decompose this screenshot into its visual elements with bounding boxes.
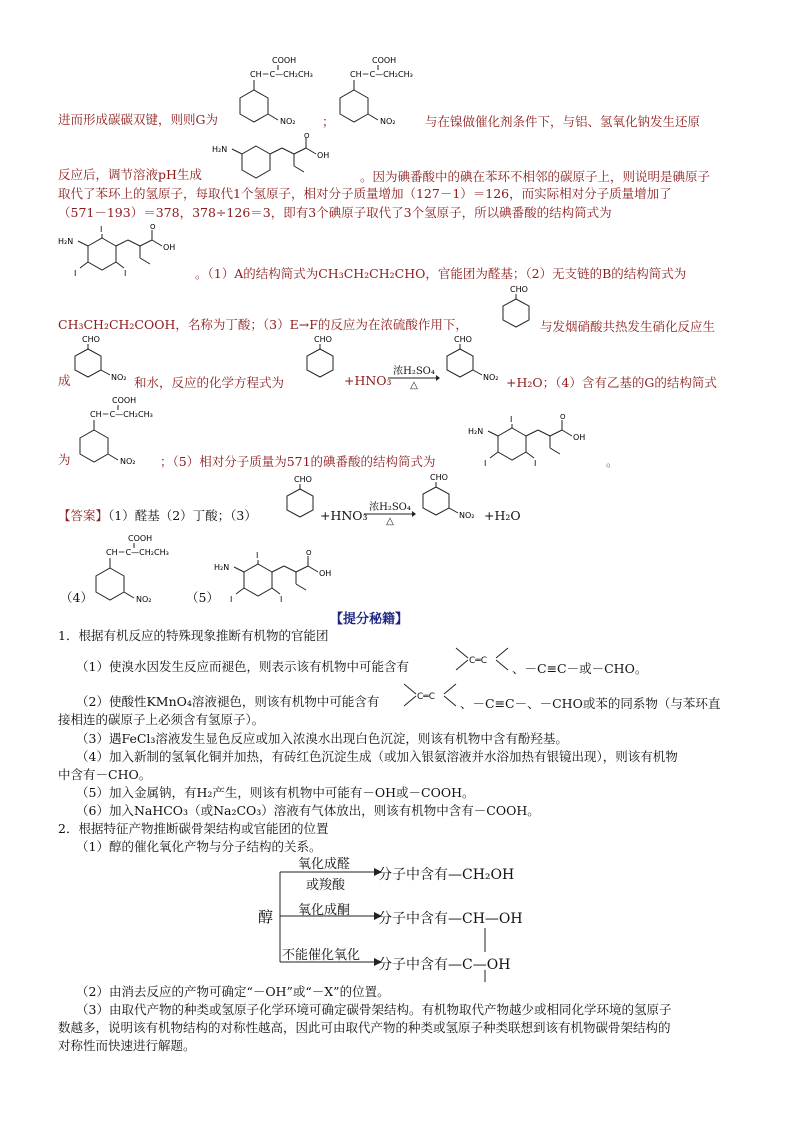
tips-p2: （2）使酸性KMnO₄溶液褪色，则该有机物中可能含有	[76, 694, 380, 709]
tips-p2c: 接相连的碳原子上必须含有氢原子）。	[58, 712, 265, 727]
answer-label: 【答案】	[58, 508, 109, 523]
structure-iopanoic-acid	[56, 222, 196, 280]
reaction-condition-bottom: △	[410, 380, 418, 391]
svg-text:CHO: CHO	[314, 335, 332, 344]
branch1-result: 分子中含有—CH₂OH	[378, 867, 515, 883]
svg-text:I: I	[280, 595, 283, 604]
svg-text:C═C: C═C	[469, 656, 487, 666]
cc-double-bond-a	[452, 644, 512, 674]
tips-section2: 2．根据特征产物推断碳骨架结构或官能团的位置	[58, 821, 329, 836]
branch2-result: 分子中含有—CH—OH	[378, 911, 523, 927]
analysis-line7-d: +H₂O；（4）含有乙基的G的结构简式	[506, 375, 717, 390]
branch1-top: 氧化成醛	[298, 857, 351, 872]
branch3-result: 分子中含有—C—OH	[378, 957, 511, 973]
svg-text:CH＝C—CH₂CH₃: CH＝C—CH₂CH₃	[90, 410, 153, 419]
analysis-line1-pre: 进而形成碳碳双键，则则G为	[58, 112, 218, 127]
svg-text:OH: OH	[163, 243, 176, 252]
structure-nitrobenzaldehyde-b	[440, 334, 510, 384]
mol-label-no2: NO₂	[280, 117, 296, 126]
svg-text:COOH: COOH	[112, 396, 137, 405]
svg-text:NO₂: NO₂	[483, 373, 499, 382]
analysis-line7-b: 和水，反应的化学方程式为	[134, 375, 285, 390]
svg-text:H₂N: H₂N	[58, 237, 74, 246]
svg-text:O: O	[304, 132, 310, 140]
svg-text:I: I	[74, 269, 77, 278]
cc-double-bond-b	[400, 680, 460, 710]
analysis-line8-b: ；（5）相对分子质量为571的碘番酸的结构简式为	[160, 454, 436, 469]
svg-text:O: O	[306, 549, 312, 557]
mol-label-chain: CH＝C—CH₂CH₃	[250, 70, 313, 79]
svg-text:H₂N: H₂N	[212, 145, 228, 154]
answer-part4: （4）	[60, 590, 93, 605]
analysis-line2-post: 。因为碘番酸中的碘在苯环不相邻的碳原子上，则说明是碘原子	[360, 169, 711, 184]
answer-condition-bottom: △	[386, 516, 394, 527]
structure-amino-acid	[210, 134, 360, 182]
svg-text:NO₂: NO₂	[111, 373, 127, 382]
tips-p4: （4）加入新制的氢氧化铜并加热，有砖红色沉淀生成（或加入银氨溶液并水浴加热有银镜出现），则该有机物	[76, 749, 678, 764]
svg-text:CHO: CHO	[510, 285, 528, 294]
structure-g-b	[328, 56, 438, 128]
tips-p3: （3）遇FeCl₃溶液发生显色反应或加入浓溴水出现白色沉淀，则该有机物中含有酚羟基。	[76, 731, 568, 746]
tips-q3c: 对称性而快速进行解题。	[58, 1038, 196, 1053]
svg-text:C═C: C═C	[417, 692, 435, 702]
analysis-line4: （571－193）＝378，378÷126＝3，即有3个碘原子取代了3个氢原子，所以碘番酸的结构简式为	[58, 205, 612, 220]
answer-hno3: +HNO₃	[320, 508, 368, 523]
svg-text:I: I	[510, 415, 513, 424]
svg-text:NO₂: NO₂	[136, 595, 152, 604]
tips-q2: （2）由消去反应的产物可确定“－OH”或“－X”的位置。	[76, 984, 390, 999]
tips-p5: （5）加入金属钠，有H₂产生，则该有机物中可能有－OH或－COOH。	[76, 785, 475, 800]
structure-benzaldehyde-a	[496, 284, 540, 328]
analysis-line8-c: 。	[606, 454, 619, 469]
analysis-line3: 取代了苯环上的氢原子，每取代1个氢原子，相对分子质量增加（127－1）＝126，而实际相对分子质量增加了	[58, 186, 672, 201]
svg-text:OH: OH	[573, 433, 586, 442]
svg-text:NO₂: NO₂	[459, 511, 475, 520]
svg-text:H₂N: H₂N	[214, 563, 230, 572]
answer-benzaldehyde	[280, 474, 324, 524]
answer-text: （1）醛基（2）丁酸；（3）	[108, 508, 257, 523]
tips-q1: （1）醇的催化氧化产物与分子结构的关系。	[76, 839, 322, 854]
svg-text:I: I	[256, 551, 259, 560]
svg-text:COOH: COOH	[128, 534, 153, 543]
answer-condition-top: 浓H₂SO₄	[369, 502, 411, 513]
diagram-root: 醇	[258, 908, 274, 926]
analysis-line5: 。（1）A的结构简式为CH₃CH₂CH₂CHO，官能团为醛基；（2）无支链的B的结构简式为	[195, 266, 687, 281]
svg-text:O: O	[560, 413, 566, 421]
svg-text:NO₂: NO₂	[120, 457, 136, 466]
analysis-line1-sep: ；	[322, 114, 335, 129]
structure-iopanoic-acid-b	[466, 412, 606, 470]
svg-text:CHO: CHO	[294, 475, 312, 484]
branch3-top: 不能催化氧化	[282, 948, 361, 963]
svg-text:I: I	[100, 225, 103, 234]
analysis-line8-a: 为	[58, 452, 71, 467]
svg-text:OH: OH	[317, 151, 330, 160]
tips-q3: （3）由取代产物的种类或氢原子化学环境可确定碳骨架结构。有机物取代产物越少或相同化学环境的氢原子	[76, 1002, 672, 1017]
answer-iopanoic-acid	[212, 548, 352, 606]
analysis-line2-pre: 反应后，调节溶液pH生成	[58, 167, 202, 182]
tips-p6: （6）加入NaHCO₃（或Na₂CO₃）溶液有气体放出，则该有机物中含有－COOH。	[76, 803, 540, 818]
tips-p1b: 、－C≡C－或－CHO。	[512, 661, 648, 676]
branch1-bottom: 或羧酸	[306, 878, 346, 893]
svg-text:COOH: COOH	[372, 56, 397, 65]
reaction-condition-top: 浓H₂SO₄	[393, 366, 435, 377]
tips-title: 【提分秘籍】	[330, 612, 409, 627]
answer-part5: （5）	[186, 590, 219, 605]
tips-p4b: 中含有－CHO。	[58, 767, 152, 782]
tips-p1: （1）使溴水因发生反应而褪色，则表示该有机物中可能含有	[76, 659, 409, 674]
svg-text:CH＝C—CH₂CH₃: CH＝C—CH₂CH₃	[350, 70, 413, 79]
structure-nitrobenzaldehyde-a	[68, 334, 138, 384]
svg-text:O: O	[150, 223, 156, 231]
answer-line	[58, 508, 257, 524]
svg-text:I: I	[124, 269, 127, 278]
tips-q3b: 数越多，说明该有机物结构的对称性越高，因此可由取代产物的种类或氢原子种类联想到该有机物碳骨架结构的	[58, 1020, 671, 1035]
answer-g-structure	[84, 534, 194, 606]
svg-text:CHO: CHO	[82, 335, 100, 344]
tips-section1: 1．根据有机反应的特殊现象推断有机物的官能团	[58, 628, 329, 643]
structure-benzaldehyde-b	[300, 334, 344, 384]
branch3-bond-top	[480, 938, 490, 952]
svg-text:I: I	[484, 459, 487, 468]
analysis-line1-post: 与在镍做催化剂条件下，与铝、氢氧化钠发生还原	[425, 114, 701, 129]
analysis-line6-pre: CH₃CH₂CH₂COOH，名称为丁酸；（3）E→F的反应为在浓硫酸作用下，	[58, 317, 468, 332]
svg-text:I: I	[230, 595, 233, 604]
svg-text:I: I	[534, 459, 537, 468]
mol-label-cooh: COOH	[272, 56, 297, 65]
svg-text:H₂N: H₂N	[468, 427, 484, 436]
svg-text:OH: OH	[319, 569, 332, 578]
analysis-line7-c: +HNO₃	[344, 373, 392, 388]
answer-nitrobenzaldehyde	[416, 472, 486, 524]
branch3-bond-bottom	[480, 970, 490, 984]
analysis-line6-post: 与发烟硝酸共热发生硝化反应生	[540, 319, 716, 334]
answer-h2o: +H₂O	[484, 508, 521, 523]
svg-text:CH＝C—CH₂CH₃: CH＝C—CH₂CH₃	[106, 548, 169, 557]
branch2-top: 氧化成酮	[298, 903, 351, 918]
svg-text:CHO: CHO	[454, 335, 472, 344]
analysis-line7-a: 成	[58, 373, 71, 388]
svg-text:NO₂: NO₂	[380, 117, 396, 126]
tips-p2b: 、－C≡C－、－CHO或苯的同系物（与苯环直	[460, 696, 721, 711]
svg-text:CHO: CHO	[430, 473, 448, 482]
